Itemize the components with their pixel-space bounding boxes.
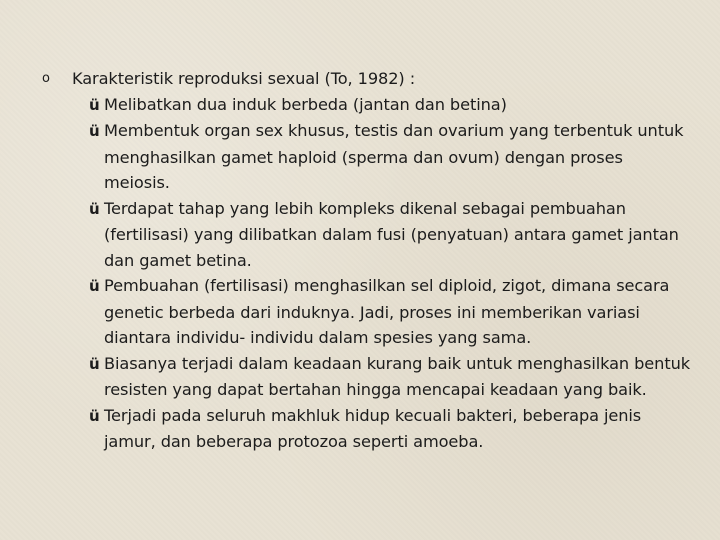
checkmark-icon: ü [89,277,100,295]
checklist-item [89,118,692,196]
checklist-item [89,273,692,351]
checkmark-icon: ü [89,199,100,218]
slide-content [42,66,692,455]
checkmark-icon: ü [89,95,100,114]
main-bullet-text: Karakteristik reproduksi sexual (To, 1982) : [72,69,416,88]
checklist-item-text: Membentuk organ sex khusus, testis dan ovarium yang terbentuk untuk menghasilkan gamet haploid (sperma dan ovum) dengan proses meiosis. [104,121,684,192]
checklist [42,92,692,455]
checklist-item [89,92,692,119]
checklist-item [89,351,692,403]
checkmark-icon: ü [89,122,100,140]
checkmark-icon: ü [89,406,100,425]
checklist-item-text: Terdapat tahap yang lebih kompleks dikenal sebagai pembuahan (fertilisasi) yang dilibatkan dalam fusi (penyatuan) antara gamet jantan dan gamet betina. [104,198,679,270]
checklist-item-text: Melibatkan dua induk berbeda (jantan dan betina) [104,94,507,114]
checklist-item [89,403,692,455]
checklist-item-text: Pembuahan (fertilisasi) menghasilkan sel diploid, zigot, dimana secara genetic berbeda dari induknya. Jadi, proses ini memberikan variasi diantara individu- individu dalam spesies yang sama. [104,276,670,347]
main-bullet-item [42,66,692,92]
checklist-item-text: Terjadi pada seluruh makhluk hidup kecuali bakteri, beberapa jenis jamur, dan beberapa protozoa seperti amoeba. [104,405,642,451]
checklist-item [89,196,692,274]
checklist-item-text: Biasanya terjadi dalam keadaan kurang baik untuk menghasilkan bentuk resisten yang dapat bertahan hingga mencapai keadaan yang baik. [104,353,691,399]
circle-bullet-icon: o [42,71,50,86]
checkmark-icon: ü [89,354,100,373]
